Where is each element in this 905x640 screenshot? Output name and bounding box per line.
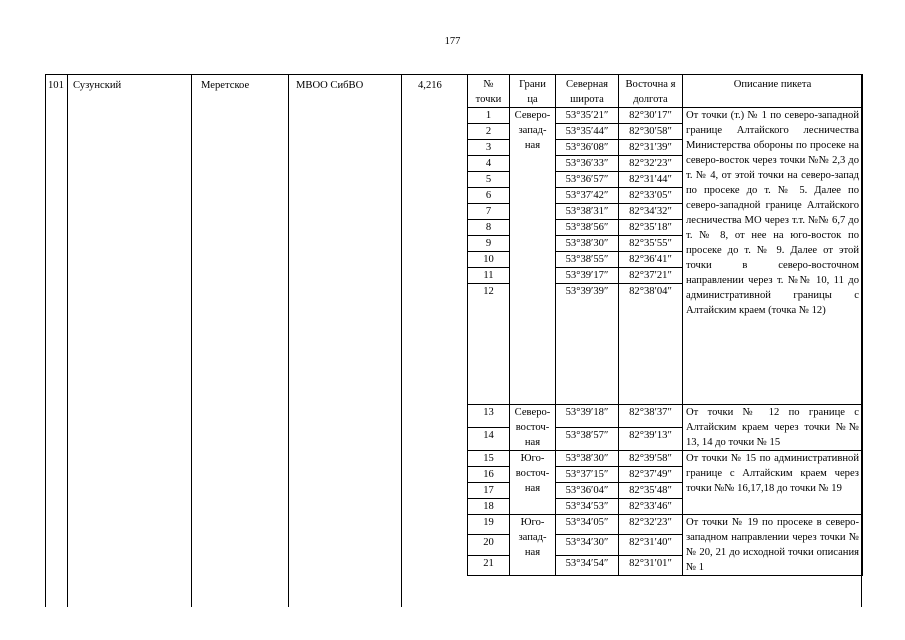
latitude-value: 53°36′08″ <box>556 140 619 156</box>
longitude-value: 82°31′40″ <box>619 535 683 555</box>
point-number: 4 <box>468 156 510 172</box>
column-divider <box>67 74 68 607</box>
point-number: 19 <box>468 515 510 535</box>
border-direction-line: ная <box>524 437 541 448</box>
header-point-number: № точки <box>468 75 510 108</box>
point-number: 15 <box>468 451 510 467</box>
latitude-value: 53°34′53″ <box>556 499 619 515</box>
area-value: 4,216 <box>418 80 442 91</box>
point-number: 20 <box>468 535 510 555</box>
table-row <box>468 405 863 428</box>
point-number: 14 <box>468 428 510 451</box>
point-number: 9 <box>468 236 510 252</box>
district-name: Сузунский <box>73 80 122 91</box>
point-number: 8 <box>468 220 510 236</box>
border-direction-line: ная <box>524 547 541 558</box>
table-row <box>468 451 863 467</box>
longitude-value: 82°34′32″ <box>619 204 683 220</box>
picket-description: От точки № 12 по границе с Алтайским краем через точки №№ 13, 14 до точки № 15 <box>683 405 863 451</box>
longitude-value: 82°35′18″ <box>619 220 683 236</box>
longitude-value: 82°31′01″ <box>619 555 683 575</box>
settlement-name: Меретское <box>201 80 250 91</box>
border-direction <box>510 108 556 405</box>
picket-description: От точки № 19 по просеке в северо-западном направлении через точки №№ 20, 21 до исходной точки описания № 1 <box>683 515 863 576</box>
latitude-value: 53°34′05″ <box>556 515 619 535</box>
longitude-value: 82°31′44″ <box>619 172 683 188</box>
latitude-value: 53°34′30″ <box>556 535 619 555</box>
border-direction-line: восточ- <box>515 468 550 479</box>
latitude-value: 53°35′21″ <box>556 108 619 124</box>
table-row <box>468 108 863 124</box>
point-number: 17 <box>468 483 510 499</box>
latitude-value: 53°37′15″ <box>556 467 619 483</box>
border-direction-line: ная <box>524 483 541 494</box>
border-direction <box>510 405 556 451</box>
point-number: 16 <box>468 467 510 483</box>
border-direction-line: Юго- <box>520 517 545 528</box>
point-number: 5 <box>468 172 510 188</box>
latitude-value: 53°38′56″ <box>556 220 619 236</box>
latitude-value: 53°38′57″ <box>556 428 619 451</box>
header-latitude: Северная широта <box>556 75 619 108</box>
column-divider <box>288 74 289 607</box>
point-number: 2 <box>468 124 510 140</box>
longitude-value: 82°32′23″ <box>619 515 683 535</box>
point-number: 13 <box>468 405 510 428</box>
longitude-value: 82°38′04″ <box>619 284 683 405</box>
point-number: 18 <box>468 499 510 515</box>
border-direction-line: запад- <box>518 532 547 543</box>
border-direction-line: запад- <box>518 125 547 136</box>
border-direction-line: Северо- <box>514 110 551 121</box>
latitude-value: 53°38′30″ <box>556 236 619 252</box>
latitude-value: 53°39′17″ <box>556 268 619 284</box>
longitude-value: 82°39′13″ <box>619 428 683 451</box>
point-number: 21 <box>468 555 510 575</box>
latitude-value: 53°36′33″ <box>556 156 619 172</box>
longitude-value: 82°30′17″ <box>619 108 683 124</box>
latitude-value: 53°35′44″ <box>556 124 619 140</box>
point-number: 3 <box>468 140 510 156</box>
point-number: 6 <box>468 188 510 204</box>
header-longitude: Восточна я долгота <box>619 75 683 108</box>
latitude-value: 53°36′57″ <box>556 172 619 188</box>
longitude-value: 82°31′39″ <box>619 140 683 156</box>
point-number: 11 <box>468 268 510 284</box>
longitude-value: 82°36′41″ <box>619 252 683 268</box>
latitude-value: 53°38′31″ <box>556 204 619 220</box>
longitude-value: 82°33′46″ <box>619 499 683 515</box>
longitude-value: 82°32′23″ <box>619 156 683 172</box>
header-border: Грани ца <box>510 75 556 108</box>
longitude-value: 82°35′55″ <box>619 236 683 252</box>
border-direction-line: Северо- <box>514 407 551 418</box>
point-number: 10 <box>468 252 510 268</box>
border-direction <box>510 451 556 515</box>
latitude-value: 53°34′54″ <box>556 555 619 575</box>
longitude-value: 82°37′21″ <box>619 268 683 284</box>
longitude-value: 82°35′48″ <box>619 483 683 499</box>
table-row <box>468 515 863 535</box>
border-direction <box>510 515 556 576</box>
latitude-value: 53°39′39″ <box>556 284 619 405</box>
border-direction-line: ная <box>524 140 541 151</box>
organization-name: МВОО СибВО <box>296 80 364 91</box>
longitude-value: 82°37′49″ <box>619 467 683 483</box>
latitude-value: 53°38′55″ <box>556 252 619 268</box>
longitude-value: 82°39′58″ <box>619 451 683 467</box>
column-divider <box>401 74 402 607</box>
latitude-value: 53°36′04″ <box>556 483 619 499</box>
column-divider <box>191 74 192 607</box>
latitude-value: 53°38′30″ <box>556 451 619 467</box>
point-number: 1 <box>468 108 510 124</box>
picket-description: От точки (т.) № 1 по северо-западной границе Алтайского лесничества Министерства обороны по просеке на северо-восток через точки №№ 2,3 до т. № 4, от этой точки на северо-запад по просеке до т. № 5. Далее по северо-западной границе Алтайского лесничества МО через т.т. №№ 6,7 до т. № 8, от нее на юго-восток по просеке до т. № 9. Далее от этой точки в северо-восточном направлении через т. №№ 10, 11 до административной границы с Алтайским краем (точка № 12) <box>683 108 863 405</box>
picket-table <box>467 74 863 576</box>
longitude-value: 82°38′37″ <box>619 405 683 428</box>
picket-rows <box>468 108 863 576</box>
page-number: 177 <box>444 36 461 47</box>
header-description: Описание пикета <box>683 75 863 108</box>
border-direction-line: восточ- <box>515 422 550 433</box>
longitude-value: 82°30′58″ <box>619 124 683 140</box>
longitude-value: 82°33′05″ <box>619 188 683 204</box>
latitude-value: 53°37′42″ <box>556 188 619 204</box>
picket-description: От точки № 15 по административной границе с Алтайским краем через точки №№ 16,17,18 до точки № 19 <box>683 451 863 515</box>
point-number: 7 <box>468 204 510 220</box>
border-direction-line: Юго- <box>520 453 545 464</box>
entry-number: 101 <box>48 80 64 91</box>
latitude-value: 53°39′18″ <box>556 405 619 428</box>
point-number: 12 <box>468 284 510 405</box>
